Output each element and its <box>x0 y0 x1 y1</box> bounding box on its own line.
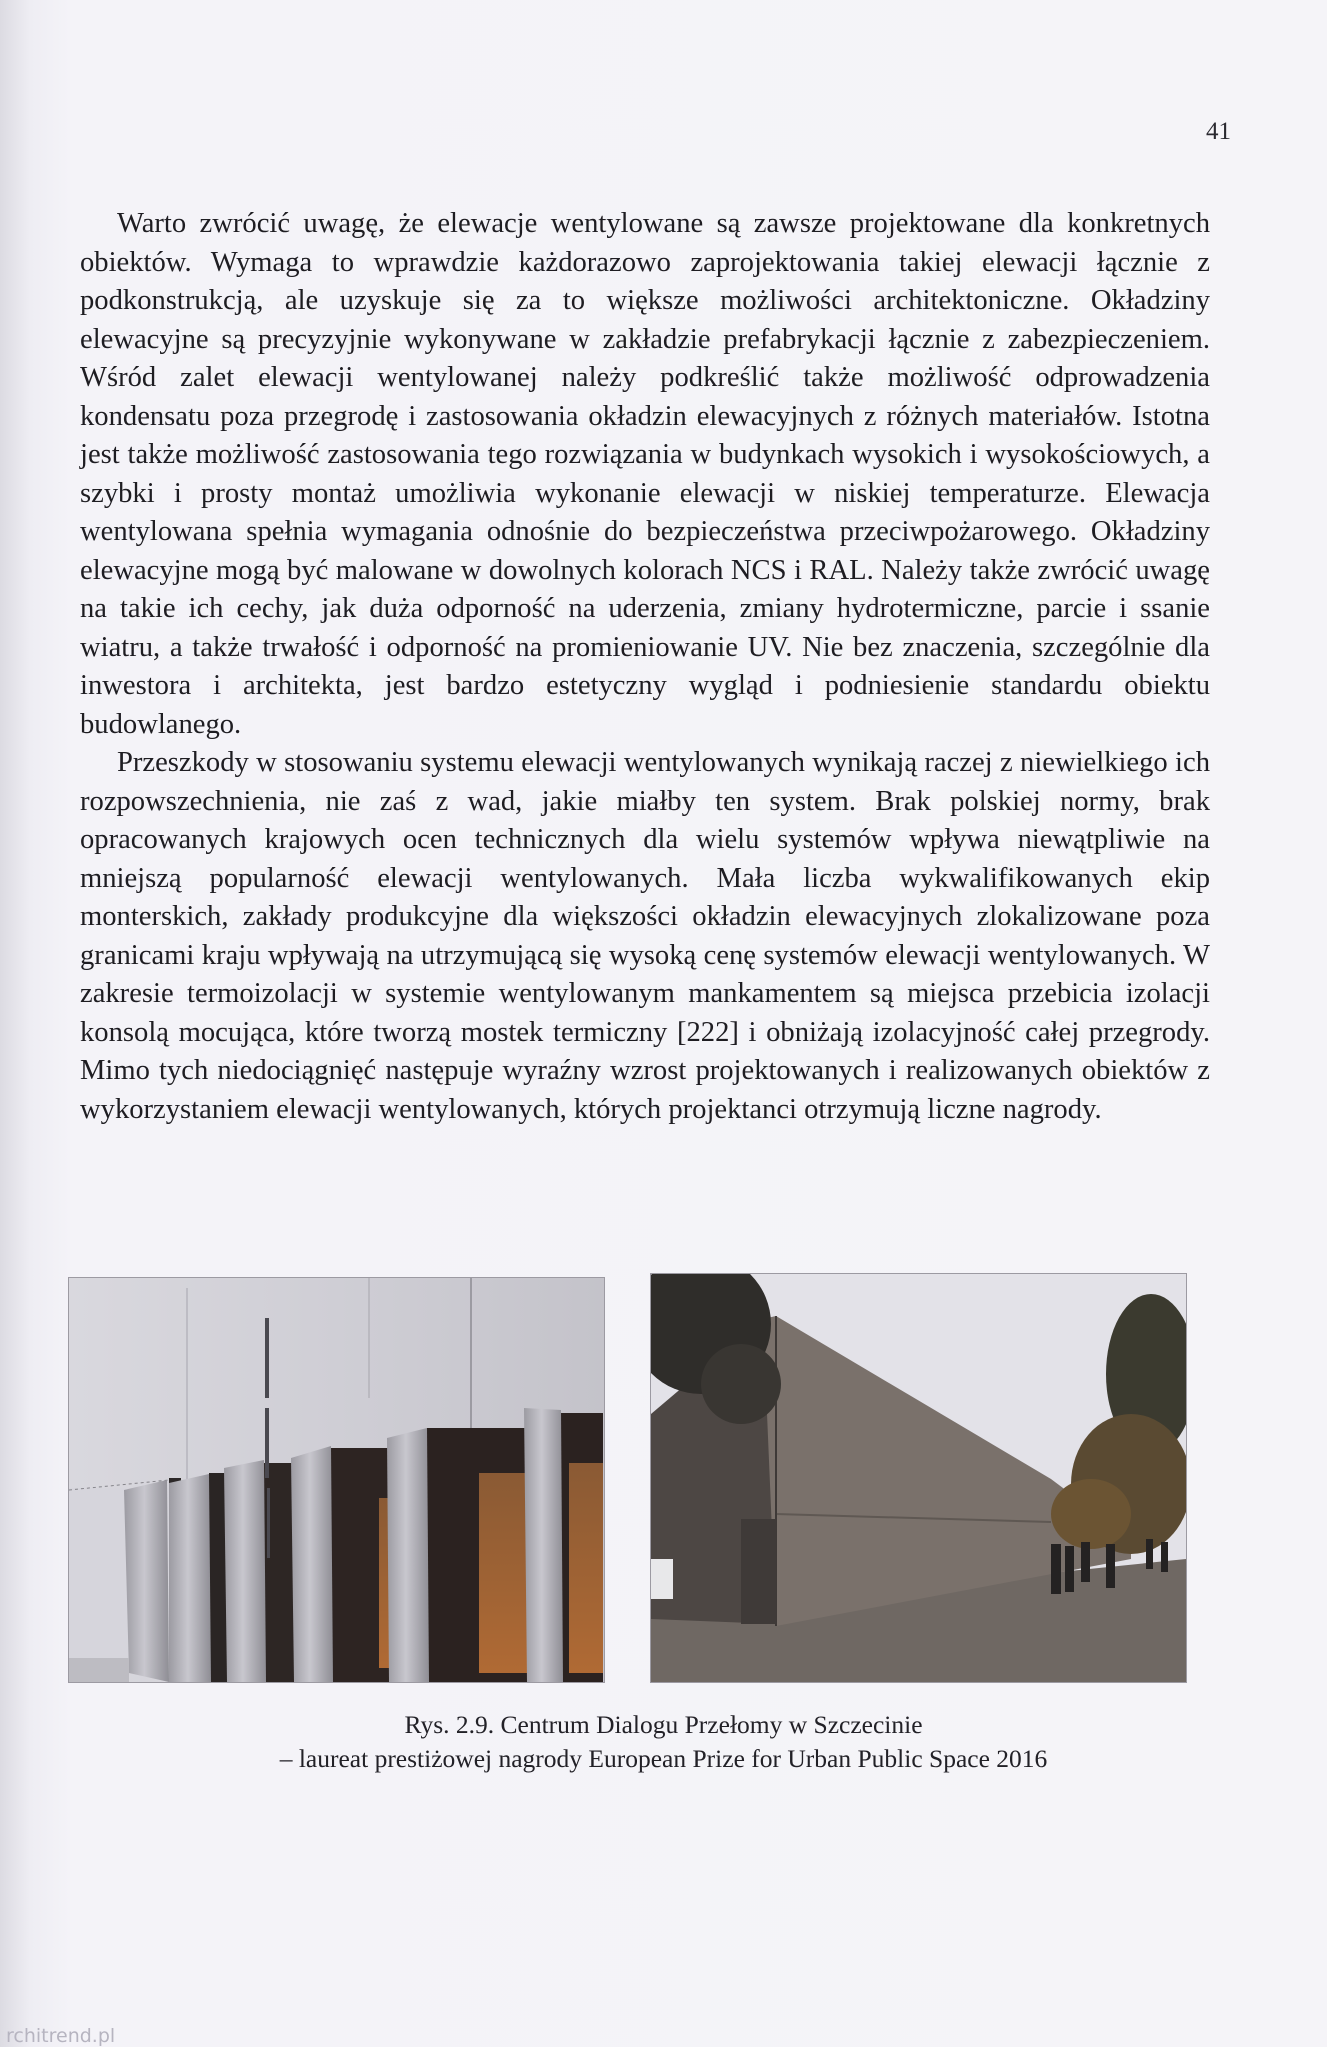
watermark: rchitrend.pl <box>6 2025 116 2047</box>
caption-line-2: – laureat prestiżowej nagrody European Prize for Urban Public Space 2016 <box>279 1744 1048 1773</box>
photo-facade-fins <box>68 1277 605 1683</box>
caption-line-1: Rys. 2.9. Centrum Dialogu Przełomy w Szczecinie <box>404 1710 923 1739</box>
photo-sloped-building <box>650 1273 1187 1683</box>
figure-caption <box>0 1708 1327 1776</box>
paragraph-obstacles: Przeszkody w stosowaniu systemu elewacji wentylowanych wynikają raczej z niewielkiego ich rozpowszechnienia, nie zaś z wad, jakie miałby ten system. Brak polskiej normy, brak opracowanych krajowych ocen technicznych dla wielu systemów wpływa niewątpliwie na mniejszą popularność elewacji wentylowanych. Mała liczba wykwalifikowanych ekip monterskich, zakłady produkcyjne dla większości okładzin elewacyjnych zlokalizowane poza granicami kraju wpływają na utrzymującą się wysoką cenę systemów elewacji wentylowanych. W zakresie termoizolacji w systemie wentylowanym mankamentem są miejsca przebicia izolacji konsolą mocująca, które tworzą mostek termiczny [222] i obniżają izolacyjność całej przegrody. Mimo tych niedociągnięć następuje wyraźny wzrost projektowanych i realizowanych obiektów z wykorzystaniem elewacji wentylowanych, których projektanci otrzymują liczne nagrody. <box>80 747 1210 1125</box>
facade-fins-illustration <box>69 1278 604 1682</box>
figure <box>68 1277 1188 1685</box>
sloped-building-illustration <box>651 1274 1186 1682</box>
body-text <box>80 205 1210 1129</box>
page-number: 41 <box>1206 118 1231 145</box>
paragraph-advantages: Warto zwrócić uwagę, że elewacje wentylowane są zawsze projektowane dla konkretnych obiektów. Wymaga to wprawdzie każdorazowo zaprojektowania takiej elewacji łącznie z podkonstrukcją, ale uzyskuje się za to większe możliwości architektoniczne. Okładziny elewacyjne są precyzyjnie wykonywane w zakładzie prefabrykacji łącznie z zabezpieczeniem. Wśród zalet elewacji wentylowanej należy podkreślić także możliwość odprowadzenia kondensatu poza przegrodę i zastosowania okładzin elewacyjnych z różnych materiałów. Istotna jest także możliwość zastosowania tego rozwiązania w budynkach wysokich i wysokościowych, a szybki i prosty montaż umożliwia wykonanie elewacji w niskiej temperaturze. Elewacja wentylowana spełnia wymagania odnośnie do bezpieczeństwa przeciwpożarowego. Okładziny elewacyjne mogą być malowane w dowolnych kolorach NCS i RAL. Należy także zwrócić uwagę na takie ich cechy, jak duża odporność na uderzenia, zmiany hydrotermiczne, parcie i ssanie wiatru, a także trwałość i odporność na promieniowanie UV. Nie bez znaczenia, szczególnie dla inwestora i architekta, jest bardzo estetyczny wygląd i podniesienie standardu obiektu budowlanego. <box>80 208 1210 740</box>
